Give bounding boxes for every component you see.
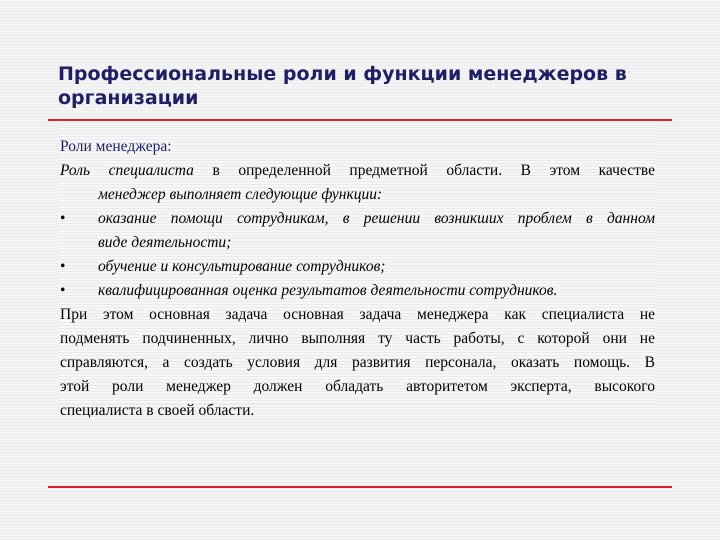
body-text <box>60 135 655 423</box>
bullet-icon: • <box>60 258 66 275</box>
list-item <box>60 255 655 279</box>
bullet-3: квалифицированная оценка результатов деятельности сотрудников. <box>98 282 558 299</box>
intro-continuation: менеджер выполняет следующие функции: <box>98 186 383 203</box>
bullet-1-line-2: виде деятельности; <box>98 234 232 251</box>
title-divider <box>48 119 672 121</box>
list-item <box>60 207 655 231</box>
intro-rest: в определенной предметной области. В этом качестве <box>193 162 655 179</box>
bullet-icon: • <box>60 210 66 227</box>
bullet-icon: • <box>60 282 66 299</box>
paragraph-line-3: справляются, а создать условия для развития персонала, оказать помощь. В <box>60 354 655 371</box>
footer-divider <box>48 486 672 488</box>
bullet-2: обучение и консультирование сотрудников; <box>98 258 386 275</box>
intro-line <box>60 159 655 183</box>
paragraph-line-4: этой роли менеджер должен обладать авторитетом эксперта, высокого <box>60 378 655 395</box>
slide-title: Профессиональные роли и функции менеджеров в организации <box>58 63 627 109</box>
paragraph-line-5: специалиста в своей области. <box>60 402 255 419</box>
list-item <box>60 279 655 303</box>
intro-label: Роль специалиста <box>60 162 194 179</box>
bullet-1-line-1: оказание помощи сотрудникам, в решении возникших проблем в данном <box>98 210 655 227</box>
roles-heading: Роли менеджера: <box>60 138 172 155</box>
paragraph-line-1: При этом основная задача основная задача менеджера как специалиста не <box>60 306 655 323</box>
paragraph-line-2: подменять подчиненных, лично выполняя ту часть работы, с которой они не <box>60 330 655 347</box>
